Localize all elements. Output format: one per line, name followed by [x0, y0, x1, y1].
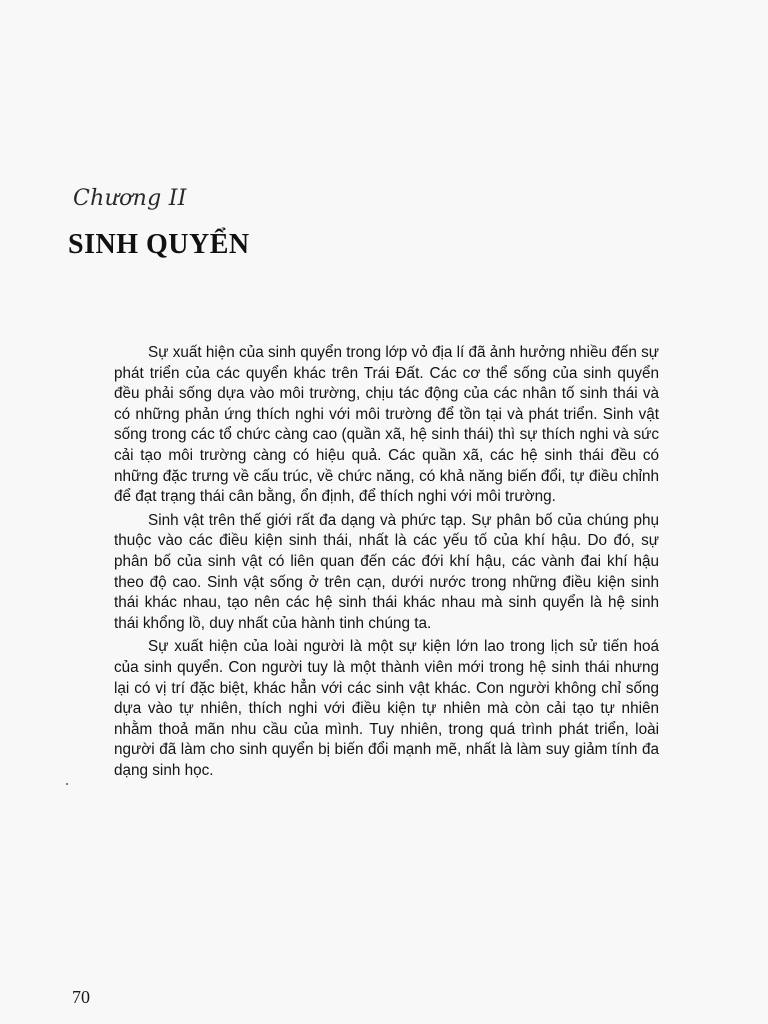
page-number: 70 [72, 987, 90, 1007]
chapter-title: SINH QUYỂN [68, 229, 250, 260]
paragraph: Sinh vật trên thế giới rất đa dạng và phức tạp. Sự phân bố của chúng phụ thuộc vào các điều kiện sinh thái, nhất là các yếu tố của khí hậu. Do đó, sự phân bố của sinh vật có liên quan đến các đới khí hậu, các vành đai khí hậu theo độ cao. Sinh vật sống ở trên cạn, dưới nước trong những điều kiện sinh thái khác nhau, tạo nên các hệ sinh thái khác nhau mà sinh quyển là hệ sinh thái khổng lồ, duy nhất của hành tinh chúng ta. [114, 511, 659, 632]
paragraph: Sự xuất hiện của loài người là một sự kiện lớn lao trong lịch sử tiến hoá của sinh quyển. Con người tuy là một thành viên mới trong hệ sinh thái nhưng lại có vị trí đặc biệt, khác hẳn với các sinh vật khác. Con người không chỉ sống dựa vào tự nhiên, thích nghi với điều kiện tự nhiên mà còn cải tạo tự nhiên nhằm thoả mãn nhu cầu của mình. Tuy nhiên, trong quá trình phát triển, loài người đã làm cho sinh quyển bị biến đổi mạnh mẽ, nhất là làm suy giảm tính đa dạng sinh học. [114, 638, 659, 779]
paragraph: Sự xuất hiện của sinh quyển trong lớp vỏ địa lí đã ảnh hưởng nhiều đến sự phát triển của các quyển khác trên Trái Đất. Các cơ thể sống của sinh quyển đều phải sống dựa vào môi trường, chịu tác động của các nhân tố sinh thái và có những phản ứng thích nghi với môi trường để tồn tại và phát triển. Sinh vật sống trong các tổ chức càng cao (quần xã, hệ sinh thái) thì sự thích nghi và sức cải tạo môi trường càng có hiệu quả. Các quần xã, các hệ sinh thái đều có những đặc trưng về cấu trúc, về chức năng, có khả năng biến đổi, tự điều chỉnh để đạt trạng thái cân bằng, ổn định, để thích nghi với môi trường. [114, 344, 659, 506]
chapter-body [114, 343, 659, 784]
scan-speck [66, 783, 68, 785]
chapter-label: Chương II [73, 186, 187, 211]
